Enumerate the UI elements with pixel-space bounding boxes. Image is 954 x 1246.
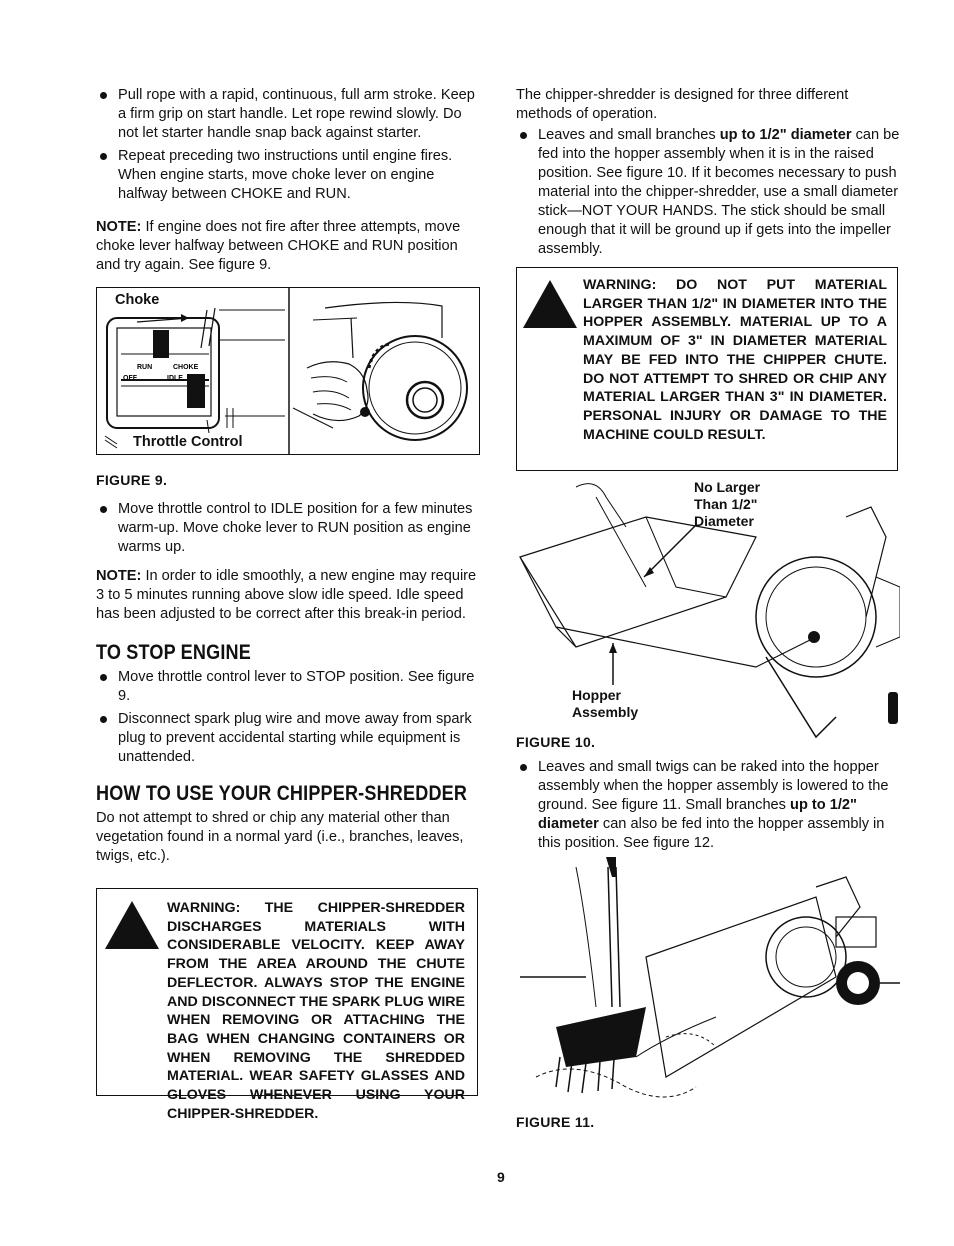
text-run: can also be fed into the hopper assembly in this position. See figure 12. — [538, 816, 885, 851]
choke-callout: Choke — [115, 292, 160, 308]
list-item: Repeat preceding two instructions until engine fires. When engine starts, move choke lever on engine halfway between CHOKE and RUN. — [96, 147, 482, 204]
idle-marker: IDLE — [167, 375, 183, 382]
text-run-bold: up to 1/2" diameter — [719, 127, 852, 143]
list-item: Move throttle control lever to STOP position. See figure 9. — [96, 668, 482, 706]
note-label: NOTE: — [96, 219, 142, 235]
warning-text: WARNING: THE CHIPPER-SHREDDER DISCHARGES MATERIALS WITH CONSIDERABLE VELOCITY. KEEP AWAY FROM THE AREA AROUND THE CHUTE DEFLECTOR. ALWAYS STOP THE ENGINE AND DISCONNECT THE SPARK PLUG WIRE WHEN REMOVING OR ATTACHING THE BAG WHEN CHANGING CONTAINERS OR WHEN REMOVING THE SHREDDED MATERIAL. WEAR SAFETY GLASSES AND GLOVES WHENEVER USING YOUR CHIPPER-SHREDDER. — [167, 900, 465, 1122]
warning-triangle-icon — [521, 278, 579, 330]
figure-11-illustration — [516, 857, 900, 1119]
right-column — [516, 86, 900, 1132]
text-run: can be fed into the hopper assembly when it is in the raised position. See figure 10. If it becomes necessary to push material into the chipper-shredder, use a small diameter stick—NOT YOUR HANDS. The stick should be small enough that it will be ground up if gets into the impeller assembly. — [538, 127, 900, 257]
warning-triangle-icon — [103, 899, 161, 951]
list-item: Disconnect spark plug wire and move away from spark plug to prevent accidental starting while equipment is unattended. — [96, 710, 482, 767]
list-item: Move throttle control to IDLE position for a few minutes warm-up. Move choke lever to RUN position as engine warms up. — [96, 500, 482, 557]
raised-hopper-list — [516, 126, 900, 259]
stop-engine-list — [96, 668, 482, 767]
intro-text: The chipper-shredder is designed for three different methods of operation. — [516, 87, 849, 122]
figure-9-illustration — [97, 288, 479, 454]
note-text: In order to idle smoothly, a new engine may require 3 to 5 minutes running above slow idle speed. Idle speed has been adjusted to be correct after this break-in period. — [96, 568, 477, 622]
figure-9 — [96, 287, 480, 455]
off-marker: OFF — [123, 375, 137, 382]
start-instructions-list — [96, 86, 482, 204]
figure-10 — [516, 477, 900, 757]
page-number: 9 — [497, 1169, 505, 1185]
figure-11 — [516, 857, 900, 1119]
note-label: NOTE: — [96, 568, 142, 584]
warning-text: WARNING: DO NOT PUT MATERIAL LARGER THAN 1/2" IN DIAMETER INTO THE HOPPER ASSEMBLY. MATERIAL UP TO A MAXIMUM OF 3" IN DIAMETER MATERIAL MAY BE FED INTO THE CHIPPER CHUTE. DO NOT ATTEMPT TO SHRED OR CHIP ANY MATERIAL LARGER THAN 3" IN DIAMETER. PERSONAL INJURY OR DAMAGE TO THE MACHINE COULD RESULT. — [583, 277, 887, 443]
list-item — [516, 758, 900, 853]
text-run-bold: up to 1/2" diameter — [538, 797, 857, 832]
hopper-assembly-callout: Hopper Assembly — [572, 687, 639, 720]
figure-10-caption: FIGURE 10. — [516, 734, 596, 750]
section-heading-how-to-use: HOW TO USE YOUR CHIPPER-SHREDDER — [96, 782, 468, 805]
choke-marker: CHOKE — [173, 364, 199, 371]
left-column — [96, 86, 482, 1122]
warning-box-discharge — [96, 888, 478, 1122]
text-run: Leaves and small twigs can be raked into the hopper assembly when the hopper assembly is lowered to the ground. See figure 11. Small branches — [538, 759, 889, 813]
note-idle — [96, 567, 482, 624]
section-heading-stop-engine: TO STOP ENGINE — [96, 641, 251, 664]
warning-box-material-size — [516, 267, 898, 471]
no-larger-callout: No Larger Than 1/2" Diameter — [694, 479, 761, 529]
figure-11-caption: FIGURE 11. — [516, 1114, 595, 1130]
run-marker: RUN — [137, 364, 153, 371]
lowered-hopper-list — [516, 758, 900, 853]
warmup-list — [96, 500, 482, 557]
how-to-use-text: Do not attempt to shred or chip any material other than vegetation found in a normal yard (i.e., branches, leaves, twigs, etc.). — [96, 810, 464, 864]
throttle-control-callout: Throttle Control — [133, 434, 243, 450]
note-engine-not-firing — [96, 218, 482, 275]
list-item — [516, 126, 900, 259]
figure-9-caption: FIGURE 9. — [96, 472, 168, 488]
list-item: Pull rope with a rapid, continuous, full arm stroke. Keep a firm grip on start handle. Let rope rewind slowly. Do not let starter handle snap back against starter. — [96, 86, 482, 143]
note-text: If engine does not fire after three attempts, move choke lever halfway between CHOKE and RUN position and try again. See figure 9. — [96, 219, 461, 273]
text-run: Leaves and small branches — [538, 127, 720, 143]
